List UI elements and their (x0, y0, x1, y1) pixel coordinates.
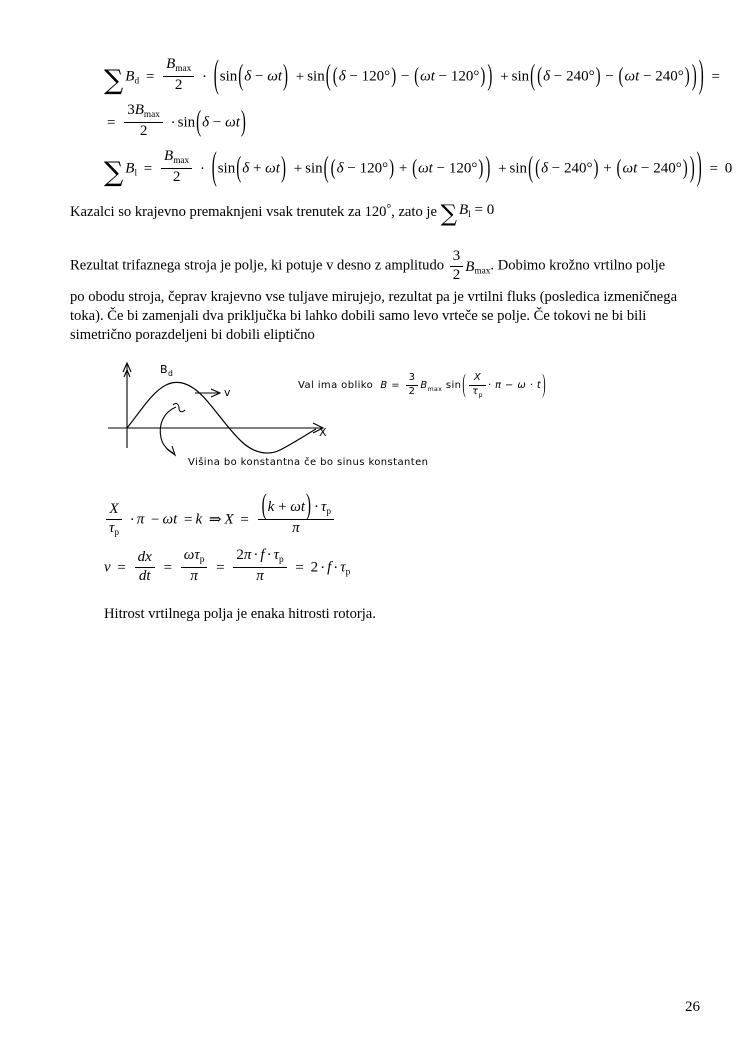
equation-sum-Bd-expansion: ∑ $B_d$ = $\frac{B_{max}}{2}$ · (sin(δ − ωt) + sin( (δ − 120°) − (ωt − 120°) ) + sin( (δ − 240°) − (ωt − 240°) ) ) = (104, 55, 720, 97)
paragraph-kazalci (70, 199, 690, 228)
fraction-numerator: X (473, 372, 482, 383)
summation-symbol: ∑ (104, 64, 124, 96)
fraction-X-over-tau-p: $\frac{X}{\tau_p}$ (106, 502, 122, 538)
wave-equation-lead: Val ima obliko (298, 380, 374, 392)
fraction-denominator: 2 (452, 266, 461, 283)
fraction-2pi-f-tau-over-pi: $\frac{2\pi \cdot f \cdot \tau_p}{\pi}$ (233, 548, 286, 584)
velocity-label: v (224, 386, 231, 399)
inline-equation-sum-Bl-zero: ∑ $B_l = 0$ (440, 201, 495, 228)
velocity-arrow (195, 389, 220, 397)
fraction-3-over-2 (406, 373, 419, 397)
traveling-wave-figure (100, 352, 570, 480)
inline-amplitude-expression (448, 249, 491, 284)
wave-equation-annotation (298, 373, 547, 399)
rezultat-text-pre: Rezultat trifaznega stroja je polje, ki potuje v desno z amplitudo (70, 257, 445, 274)
fraction-k-omega-t-tau-over-pi: $\frac{(k + \omega t) \cdot \tau_p}{\pi}$ (258, 500, 334, 536)
amplitude-variable-subscript: max (474, 266, 491, 277)
paragraph-rezultat (70, 249, 695, 284)
sine-wave-curve (127, 382, 316, 453)
figure-caption: Višina bo konstantna če bo sinus konstanten (188, 457, 429, 468)
paragraph-hitrost: Hitrost vrtilnega polja je enaka hitrosti rotorja. (104, 606, 376, 622)
fraction-denominator-subscript: p (478, 391, 483, 399)
page-number: 26 (685, 999, 700, 1015)
kazalci-text-mid: , zato je (391, 204, 437, 221)
fraction-X-over-tau (469, 373, 486, 399)
sum-variable-subscript: l (468, 210, 471, 221)
wave-amplitude-label-subscript: d (167, 369, 174, 379)
wave-equation-argument-rest: · π − ω · t (487, 380, 542, 392)
vertical-axis (123, 363, 131, 448)
equation-sum-Bd-result: = $\frac{3B_{max}}{2}$ · sin(δ − ωt) (107, 102, 246, 139)
degree-symbol: ° (386, 202, 392, 215)
fraction-numerator: 3 (406, 373, 419, 386)
equation-sum-Bl-expansion: ∑ $B_l$ = $\frac{B_{max}}{2}$ · (sin(δ + ωt) + sin( (δ − 120°) + (ωt − 120°) ) + sin( (δ − 240°) + (ωt − 240°) ) ) = 0 (104, 147, 733, 189)
fraction-denominator: 2 (408, 385, 416, 397)
wave-equation-equals: = (391, 380, 400, 392)
sum-variable: B (459, 202, 469, 219)
rezultat-text-post: . Dobimo krožno vrtilno polje (490, 257, 666, 274)
wave-equation-Bmax-subscript: max (427, 386, 443, 394)
paragraph-obod: po obodu stroja, čeprav krajevno vse tuljave mirujejo, rezultat pa je vrtilni fluks (posledica izmeničnega toka). Če bi zamenjali dva priključka bi lahko dobili samo levo vrteče se polje. Če tokovi ne bi bili simetrično porazdeljeni bi dobili eliptično (70, 289, 678, 343)
callout-arrow (160, 407, 176, 455)
x-axis-label: X (319, 426, 327, 439)
fraction-numerator: 3 (450, 249, 464, 267)
kazalci-text-pre: Kazalci so krajevno premaknjeni vsak trenutek za 120 (70, 204, 387, 221)
fraction-Bmax-over-2: $\frac{B_{max}}{2}$ (163, 57, 194, 93)
fraction-omega-tau-over-pi: $\frac{\omega\tau_p}{\pi}$ (181, 548, 208, 584)
amplitude-variable: B (465, 258, 475, 275)
fraction-denominator: τ (472, 385, 479, 397)
fraction-dx-over-dt: $\frac{dx}{dt}$ (135, 550, 155, 585)
horizontal-axis (108, 423, 323, 433)
summation-symbol: ∑ (104, 156, 124, 188)
equation-X-solution: $\frac{X}{\tau_p}$ · π − ωt = k ⇒ X = $\frac{(k + \omega t) \cdot \tau_p}{\pi}$ (104, 500, 336, 538)
equation-velocity: v = $\frac{dx}{dt}$ = $\frac{\omega\tau_p}{\pi}$ = $\frac{2\pi \cdot f \cdot \tau_p}{\pi}$ = $2 \cdot f \cdot \tau_p$ (104, 547, 351, 584)
wave-equation-B: B (380, 380, 388, 392)
wave-equation-sin: sin (445, 380, 462, 392)
wave-amplitude-label (160, 363, 173, 378)
fraction-3Bmax-over-2: $\frac{3B_{max}}{2}$ (124, 103, 163, 139)
wave-equation-Bmax: B (420, 380, 428, 392)
wave-amplitude-label-text: B (160, 363, 168, 376)
fraction-Bmax-over-2: $\frac{B_{max}}{2}$ (161, 149, 192, 185)
wave-equation-expression: Val ima obliko B = $\frac{3}{2}$ $B_{max}$ sin( $\frac{X}{\tau_p}$ · π − ω · t) (298, 371, 546, 401)
fraction-3-over-2 (450, 249, 464, 284)
sum-equals-zero: = 0 (474, 202, 495, 219)
